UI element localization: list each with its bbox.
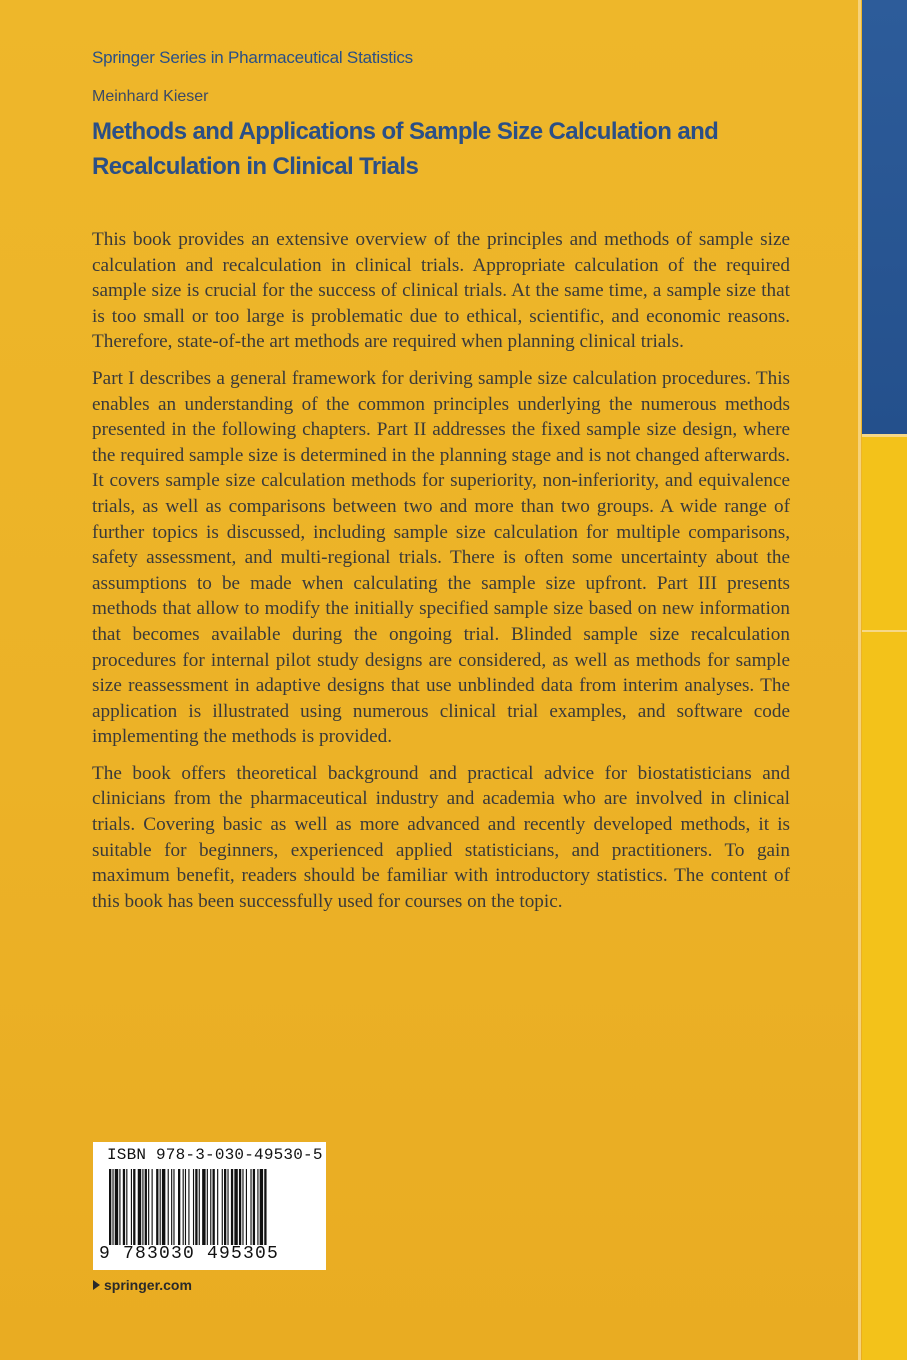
blurb — [92, 227, 790, 925]
barcode-digits: 9 783030 495305 — [99, 1244, 280, 1264]
series-title: Springer Series in Pharmaceutical Statistics — [92, 48, 413, 67]
blurb-paragraph: Part I describes a general framework for deriving sample size calculation procedures. This enables an understanding of the common principles underlying the numerous methods presented in the following chapters. Part II addresses the fixed sample size design, where the required sample size is determined in the planning stage and is not changed afterwards. It covers sample size calculation methods for superiority, non-inferiority, and equivalence trials, as well as comparisons between two and more than two groups. A wide range of further topics is discussed, including sample size calculation for multiple comparisons, safety assessment, and multi-regional trials. There is often some uncertainty about the assumptions to be made when calculating the sample size upfront. Part III presents methods that allow to modify the initially specified sample size based on new information that becomes available during the ongoing trial. Blinded sample size recalculation procedures for internal pilot study designs are considered, as well as methods for sample size reassessment in adaptive designs that use unblinded data from interim analyses. The application is illustrated using numerous clinical trial examples, and software code implementing the methods is provided. — [92, 367, 790, 748]
barcode-icon — [109, 1169, 313, 1245]
springer-link[interactable] — [93, 1277, 192, 1293]
spine-edge-line — [858, 0, 861, 1360]
author-name: Meinhard Kieser — [92, 88, 209, 105]
spine-divider — [862, 630, 907, 632]
blurb-paragraph: This book provides an extensive overview of the principles and methods of sample size calculation and recalculation in clinical trials. Appropriate calculation of the required sample size is crucial for the success of clinical trials. At the same time, a sample size that is too small or too large is problematic due to ethical, scientific, and economic reasons. Therefore, state-of-the art methods are required when planning clinical trials. — [92, 229, 790, 353]
arrow-right-icon — [93, 1280, 100, 1290]
spine-divider — [862, 434, 907, 437]
isbn-barcode-box — [93, 1142, 326, 1270]
book-title-line: Methods and Applications of Sample Size Calculation and — [92, 118, 719, 145]
book-title — [92, 114, 792, 184]
spine-blue-band — [862, 0, 907, 436]
spine-yellow-band — [862, 436, 907, 1360]
blurb-paragraph: The book offers theoretical background and practical advice for biostatisticians and clinicians from the pharmaceutical industry and academia who are involved in clinical trials. Covering basic as well as more advanced and recently developed methods, it is suitable for beginners, experienced applied statisticians, and practitioners. To gain maximum benefit, readers should be familiar with introductory statistics. The content of this book has been successfully used for courses on the topic. — [92, 762, 790, 912]
springer-url-text: springer.com — [104, 1277, 192, 1293]
isbn-label: ISBN 978-3-030-49530-5 — [107, 1146, 323, 1164]
book-title-line: Recalculation in Clinical Trials — [92, 153, 419, 180]
